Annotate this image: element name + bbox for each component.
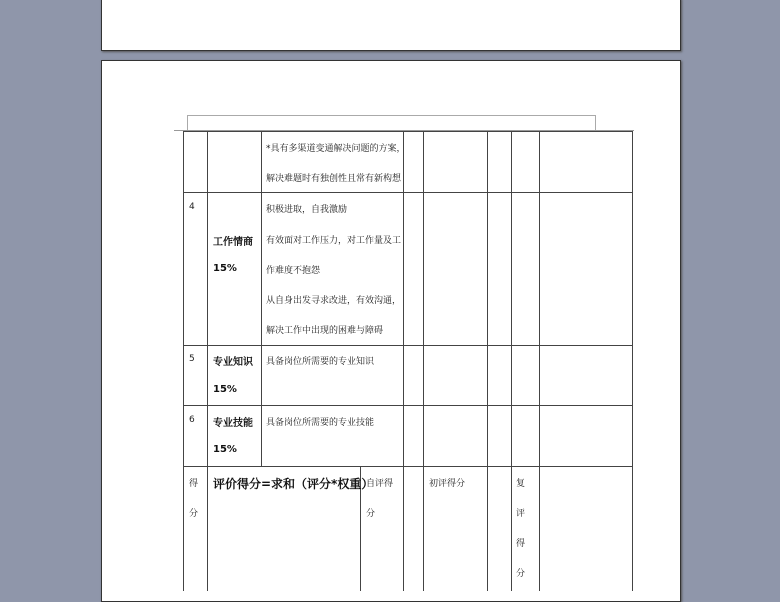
row-number: 5 — [189, 354, 195, 364]
review-score-label: 复 — [516, 479, 526, 489]
criteria-text: 具备岗位所需要的专业技能 — [266, 418, 375, 428]
item-weight: 15% — [213, 444, 237, 455]
item-name: 工作情商 — [213, 237, 253, 248]
criteria-text: *具有多渠道变通解决问题的方案， — [266, 144, 406, 154]
review-score-label: 分 — [516, 569, 526, 579]
self-score-label: 分 — [366, 509, 376, 519]
score-label: 分 — [189, 509, 199, 519]
item-name: 专业技能 — [213, 418, 253, 429]
review-score-label: 得 — [516, 539, 526, 549]
row-number: 6 — [189, 415, 195, 425]
criteria-text: 从自身出发寻求改进，有效沟通， — [266, 296, 402, 306]
self-score-label: 自评得 — [366, 479, 394, 489]
item-name: 专业知识 — [213, 357, 253, 368]
row-number: 4 — [189, 202, 195, 212]
criteria-text: 解决工作中出现的困难与障碍 — [266, 326, 384, 336]
item-weight: 15% — [213, 384, 237, 395]
criteria-text: 有效面对工作压力，对工作量及工 — [266, 236, 402, 246]
header-frame — [187, 115, 596, 131]
item-weight: 15% — [213, 263, 237, 274]
criteria-text: 作难度不抱怨 — [266, 266, 321, 276]
review-score-label: 评 — [516, 509, 526, 519]
criteria-text: 具备岗位所需要的专业知识 — [266, 357, 375, 367]
initial-score-label: 初评得分 — [429, 479, 466, 489]
criteria-text: 解决难题时有独创性且常有新构想 — [266, 174, 402, 184]
previous-page — [101, 0, 681, 51]
score-formula: 评价得分=求和（评分*权重） — [213, 477, 374, 491]
score-label: 得 — [189, 479, 199, 489]
criteria-text: 积极进取，自我激励 — [266, 205, 348, 215]
